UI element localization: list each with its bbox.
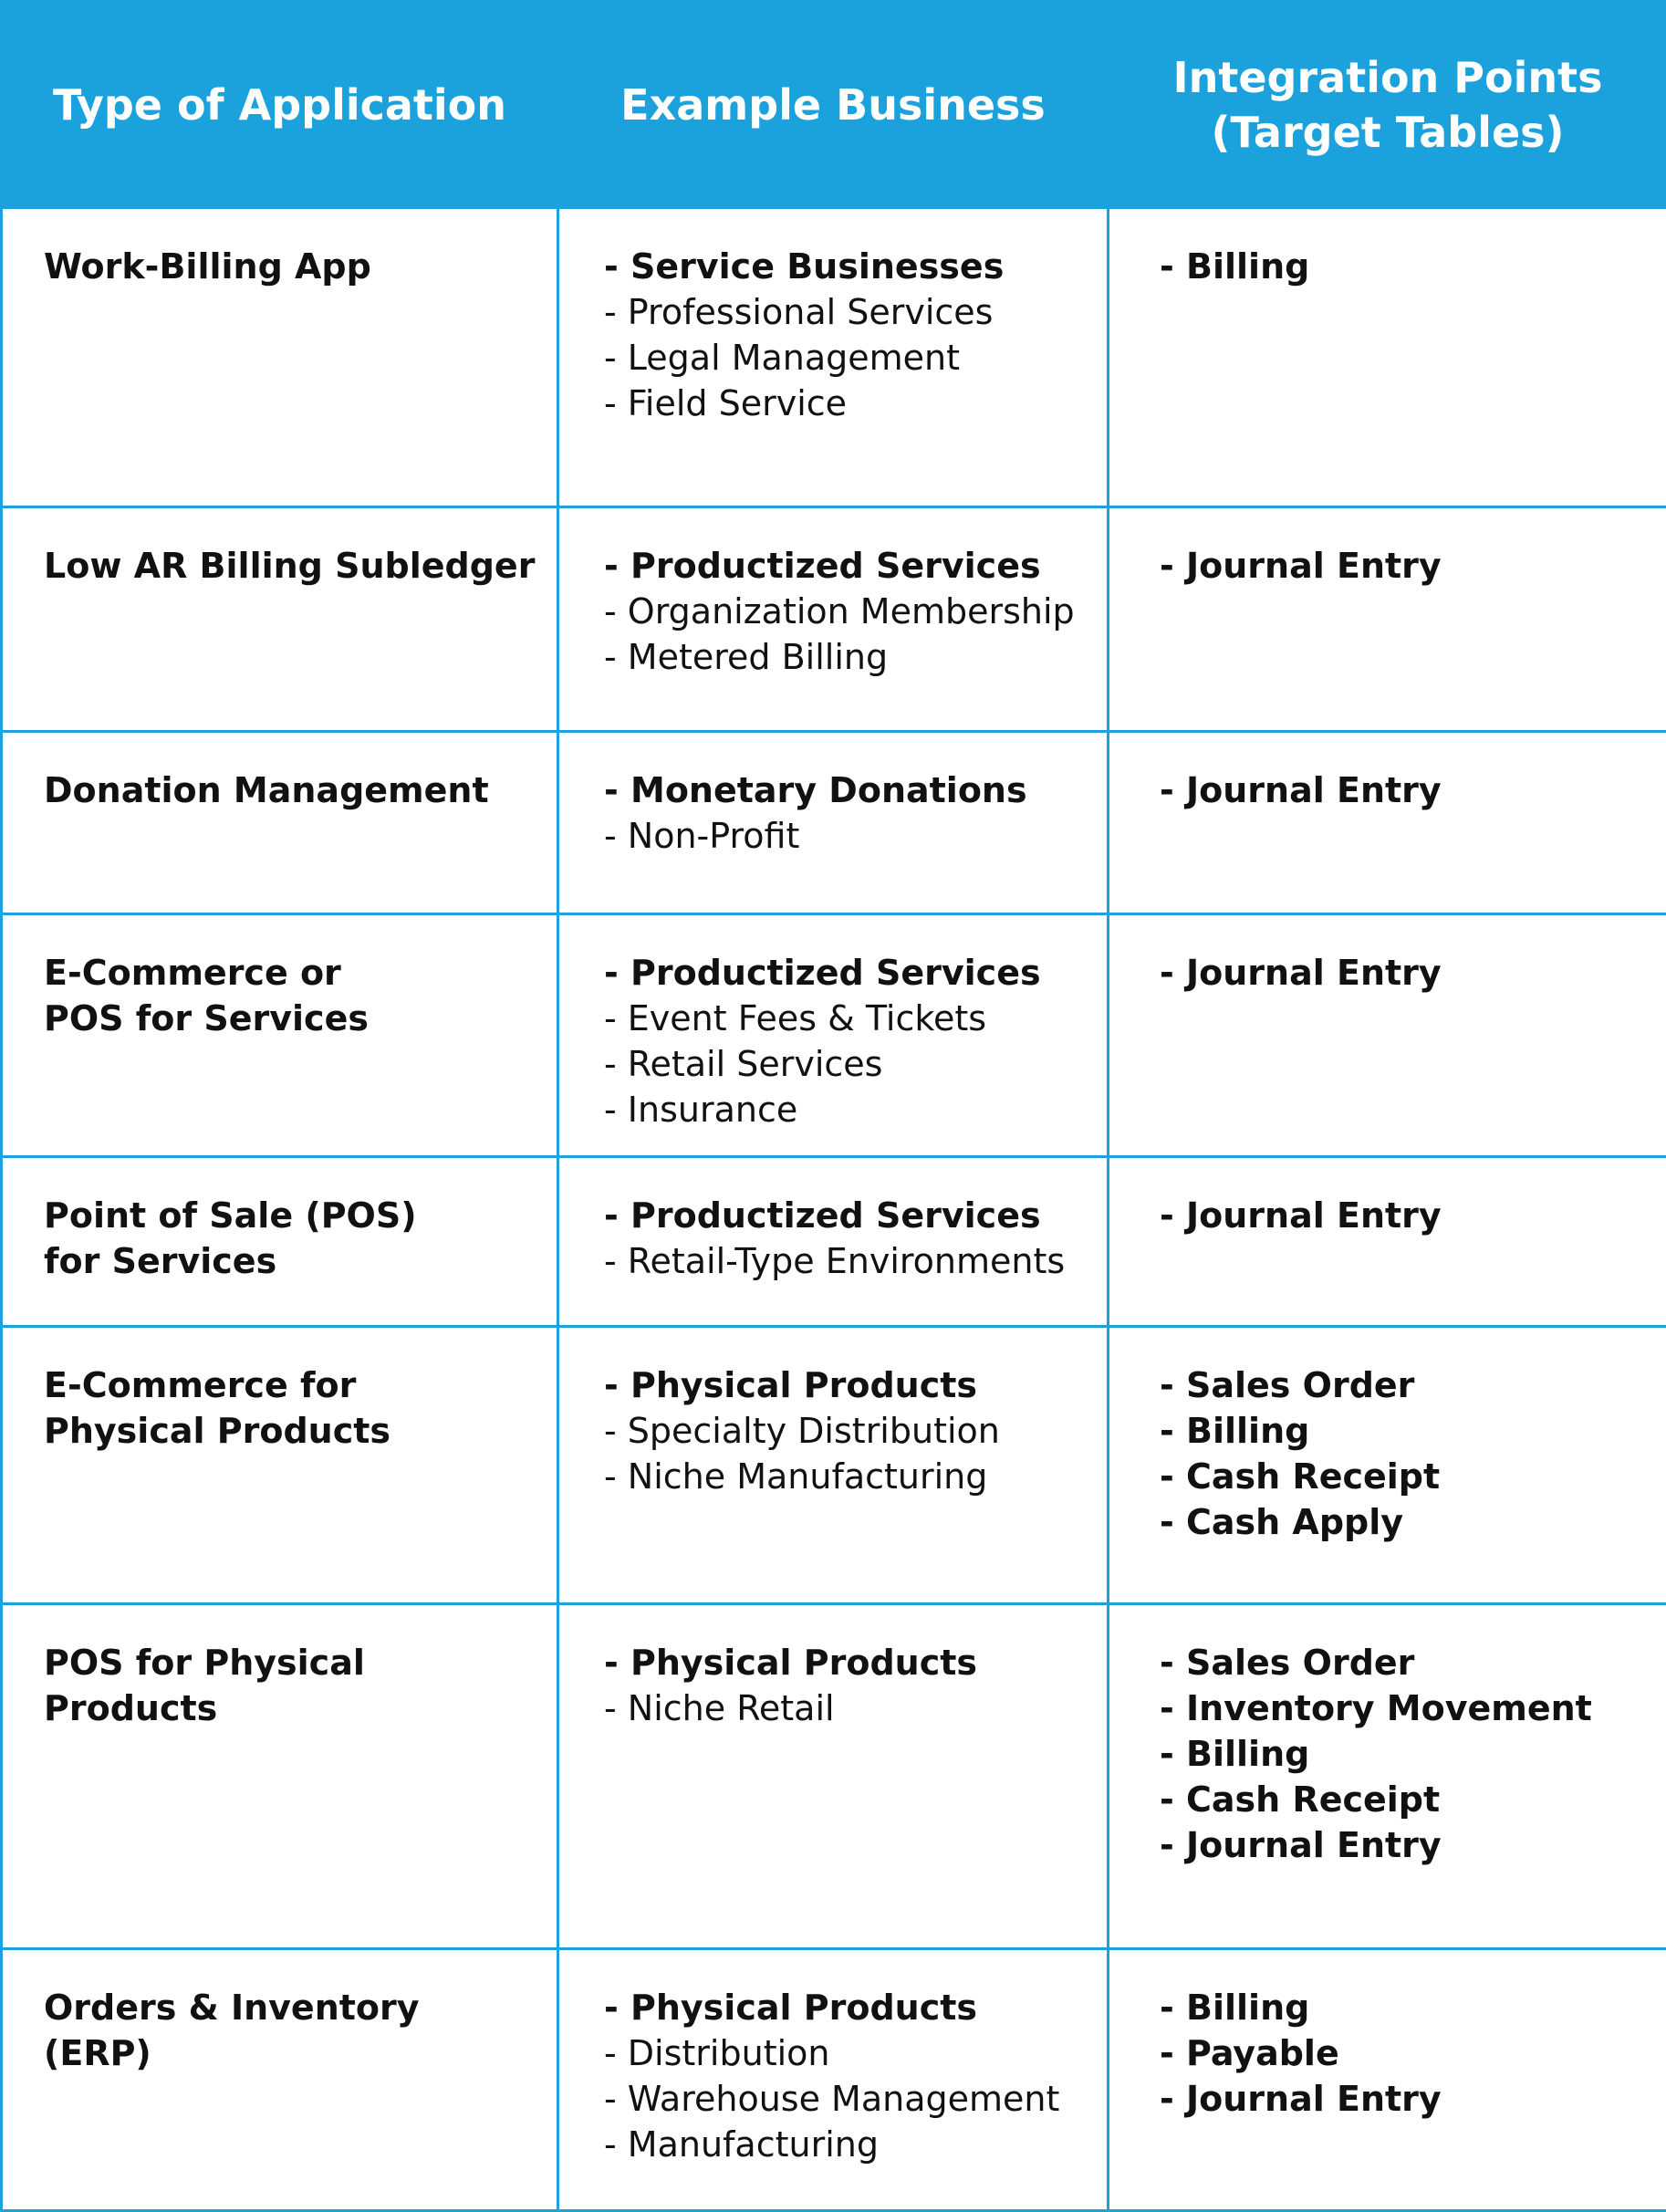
business-example: - Retail Services bbox=[559, 1041, 1107, 1087]
example-business-cell bbox=[558, 1327, 1109, 1604]
business-category: - Physical Products bbox=[559, 1985, 1107, 2030]
application-type-name: E-Commerce or POS for Services bbox=[3, 950, 557, 1041]
header-type-of-application bbox=[2, 2, 558, 208]
example-business-cell bbox=[558, 732, 1109, 914]
header-type-of-application-label: Type of Application bbox=[53, 80, 506, 130]
integration-target-table: - Sales Order bbox=[1109, 1640, 1666, 1685]
application-type-name: Point of Sale (POS) for Services bbox=[3, 1193, 557, 1284]
application-type-cell bbox=[2, 732, 558, 914]
business-example: - Distribution bbox=[559, 2030, 1107, 2076]
application-type-cell bbox=[2, 1949, 558, 2211]
integration-target-table: - Sales Order bbox=[1109, 1362, 1666, 1408]
table-row bbox=[2, 732, 1666, 914]
business-example: - Manufacturing bbox=[559, 2122, 1107, 2167]
integration-points-cell bbox=[1109, 1157, 1666, 1327]
integration-points-cell bbox=[1109, 1604, 1666, 1949]
business-category: - Productized Services bbox=[559, 543, 1107, 589]
business-example: - Organization Membership bbox=[559, 589, 1107, 634]
example-business-cell bbox=[558, 914, 1109, 1157]
header-integration-points-line2: (Target Tables) bbox=[1119, 105, 1657, 160]
table-row bbox=[2, 1604, 1666, 1949]
header-row bbox=[2, 2, 1666, 208]
integration-points-cell bbox=[1109, 1949, 1666, 2211]
integration-target-table: - Billing bbox=[1109, 244, 1666, 289]
integration-target-table: - Journal Entry bbox=[1109, 1193, 1666, 1238]
application-type-name: POS for Physical Products bbox=[3, 1640, 557, 1731]
business-category: - Productized Services bbox=[559, 1193, 1107, 1238]
application-type-name: Orders & Inventory (ERP) bbox=[3, 1985, 557, 2076]
integration-target-table: - Journal Entry bbox=[1109, 2076, 1666, 2122]
table-body bbox=[2, 208, 1666, 2211]
business-category: - Service Businesses bbox=[559, 244, 1107, 289]
integration-target-table: - Cash Receipt bbox=[1109, 1454, 1666, 1499]
integration-points-cell bbox=[1109, 208, 1666, 507]
application-type-cell bbox=[2, 1604, 558, 1949]
integration-target-table: - Journal Entry bbox=[1109, 543, 1666, 589]
integration-target-table: - Billing bbox=[1109, 1731, 1666, 1777]
example-business-cell bbox=[558, 1157, 1109, 1327]
header-example-business bbox=[558, 2, 1109, 208]
header-integration-points-line1: Integration Points bbox=[1119, 50, 1657, 105]
integration-target-table: - Billing bbox=[1109, 1408, 1666, 1454]
application-type-name: Work-Billing App bbox=[3, 244, 557, 289]
header-integration-points bbox=[1109, 2, 1666, 208]
business-category: - Productized Services bbox=[559, 950, 1107, 996]
integration-target-table: - Journal Entry bbox=[1109, 950, 1666, 996]
table-row bbox=[2, 208, 1666, 507]
integration-target-table: - Cash Apply bbox=[1109, 1499, 1666, 1545]
business-example: - Retail-Type Environments bbox=[559, 1238, 1107, 1284]
business-category: - Physical Products bbox=[559, 1362, 1107, 1408]
application-type-cell bbox=[2, 208, 558, 507]
header-example-business-label: Example Business bbox=[620, 80, 1046, 130]
business-example: - Niche Retail bbox=[559, 1685, 1107, 1731]
application-type-cell bbox=[2, 1157, 558, 1327]
integration-target-table: - Payable bbox=[1109, 2030, 1666, 2076]
integration-points-cell bbox=[1109, 914, 1666, 1157]
integration-target-table: - Journal Entry bbox=[1109, 1822, 1666, 1868]
table-row bbox=[2, 1157, 1666, 1327]
business-example: - Event Fees & Tickets bbox=[559, 996, 1107, 1041]
table-row bbox=[2, 507, 1666, 732]
integration-points-cell bbox=[1109, 1327, 1666, 1604]
business-example: - Professional Services bbox=[559, 289, 1107, 335]
table-row bbox=[2, 1949, 1666, 2211]
business-example: - Metered Billing bbox=[559, 634, 1107, 680]
example-business-cell bbox=[558, 507, 1109, 732]
table-row bbox=[2, 914, 1666, 1157]
table-row bbox=[2, 1327, 1666, 1604]
integration-points-cell bbox=[1109, 507, 1666, 732]
business-example: - Insurance bbox=[559, 1087, 1107, 1132]
integration-target-table: - Billing bbox=[1109, 1985, 1666, 2030]
application-type-name: Donation Management bbox=[3, 767, 557, 813]
business-example: - Legal Management bbox=[559, 335, 1107, 381]
application-type-name: Low AR Billing Subledger bbox=[3, 543, 557, 589]
integration-target-table: - Inventory Movement bbox=[1109, 1685, 1666, 1731]
application-type-cell bbox=[2, 507, 558, 732]
business-category: - Physical Products bbox=[559, 1640, 1107, 1685]
business-category: - Monetary Donations bbox=[559, 767, 1107, 813]
integration-target-table: - Journal Entry bbox=[1109, 767, 1666, 813]
integration-target-table: - Cash Receipt bbox=[1109, 1777, 1666, 1822]
integration-points-cell bbox=[1109, 732, 1666, 914]
business-example: - Specialty Distribution bbox=[559, 1408, 1107, 1454]
business-example: - Warehouse Management bbox=[559, 2076, 1107, 2122]
example-business-cell bbox=[558, 1604, 1109, 1949]
application-type-name: E-Commerce for Physical Products bbox=[3, 1362, 557, 1454]
example-business-cell bbox=[558, 1949, 1109, 2211]
application-type-cell bbox=[2, 914, 558, 1157]
example-business-cell bbox=[558, 208, 1109, 507]
business-example: - Niche Manufacturing bbox=[559, 1454, 1107, 1499]
application-type-cell bbox=[2, 1327, 558, 1604]
business-example: - Non-Profit bbox=[559, 813, 1107, 859]
business-example: - Field Service bbox=[559, 381, 1107, 426]
